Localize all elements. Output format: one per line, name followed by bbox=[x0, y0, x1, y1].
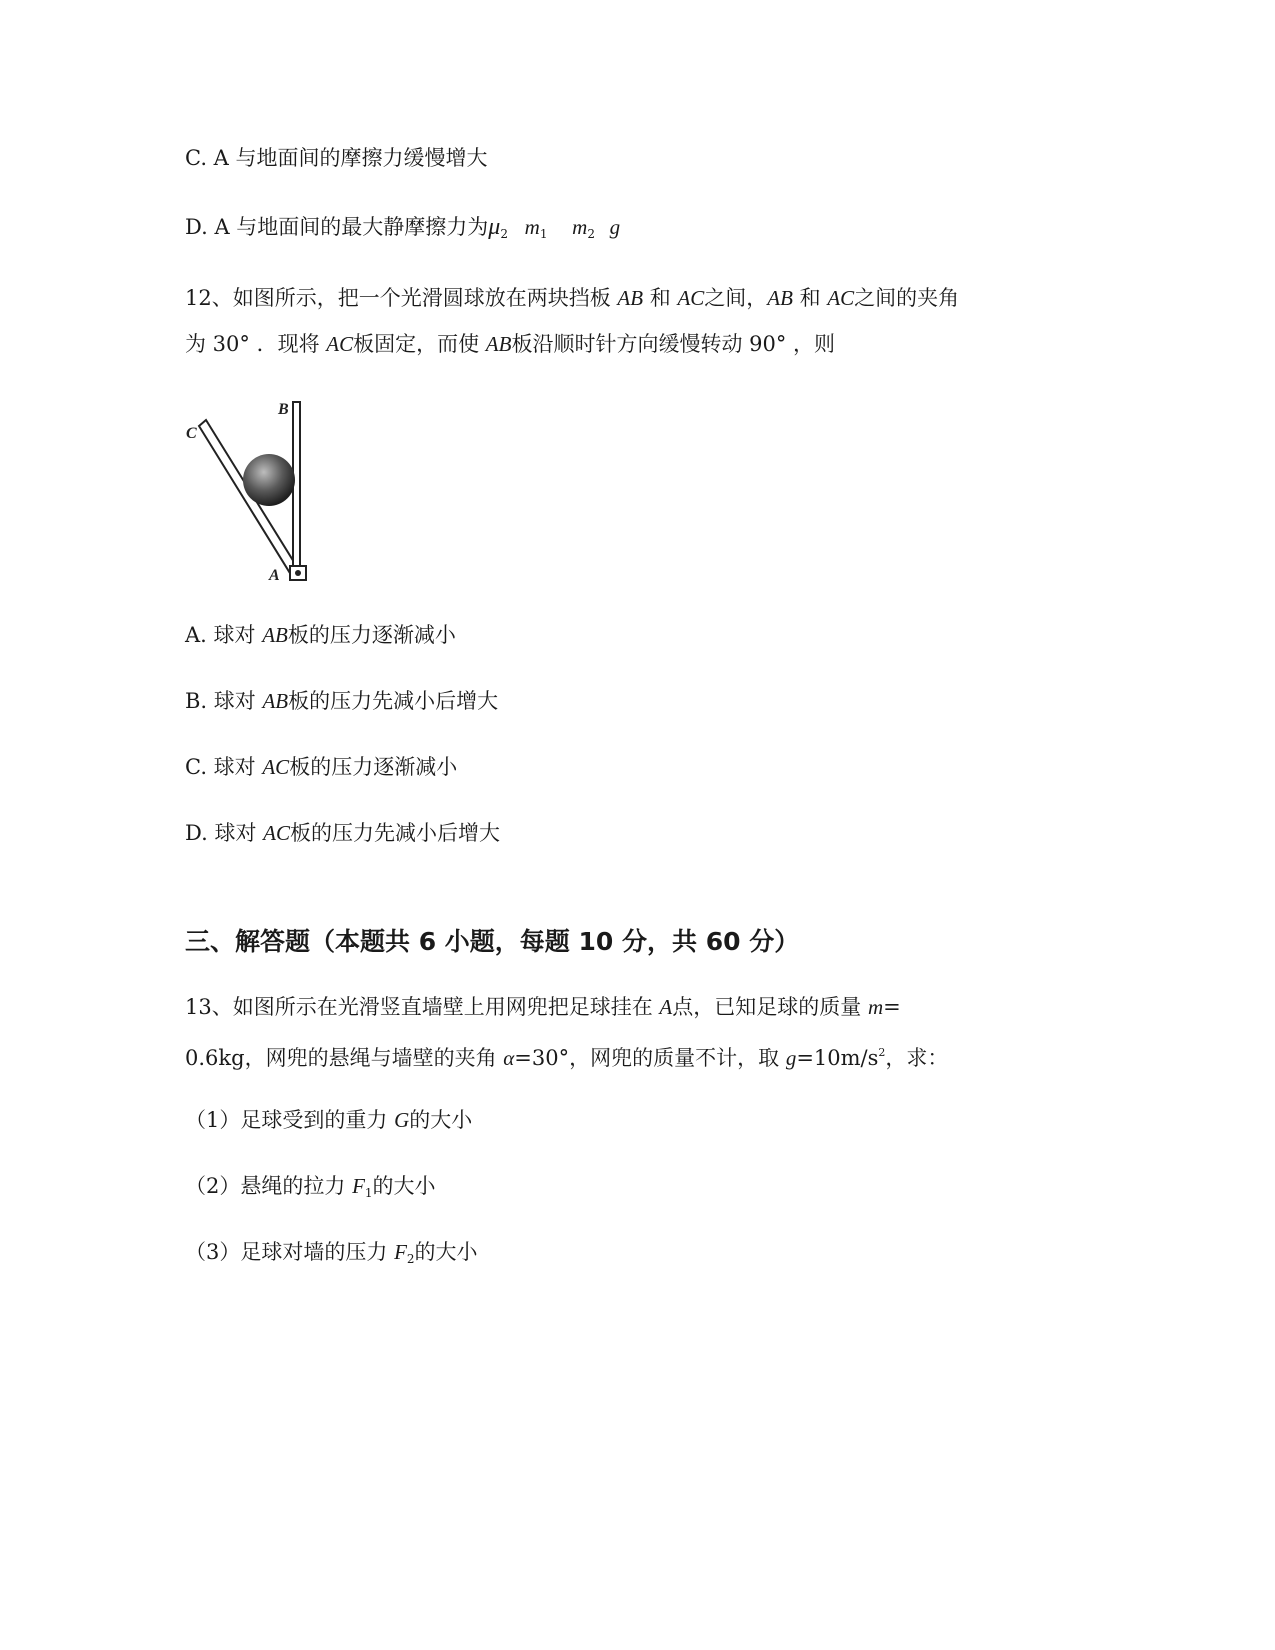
q12-stem-line2: 为 30° ．现将 AC板固定，而使 AB板沿顺时针方向缓慢转动 90° ，则 bbox=[185, 332, 836, 356]
q13-subquestion-2: （2）悬绳的拉力 $F_1$的大小 bbox=[185, 1174, 436, 1200]
q11-option-d: D. A 与地面间的最大静摩擦力为$\mu_2$ $m_1$ $m_2$ g bbox=[185, 214, 621, 241]
q12-option-b: B. 球对 AB板的压力先减小后增大 bbox=[185, 689, 499, 713]
q12-option-a: A. 球对 AB板的压力逐渐减小 bbox=[185, 623, 456, 647]
q11-option-c: C. A 与地面间的摩擦力缓慢增大 bbox=[185, 146, 488, 170]
q12-figure-ball-between-boards bbox=[186, 401, 330, 610]
q13-stem-line1: 13、如图所示在光滑竖直墙壁上用网兜把足球挂在 A点，已知足球的质量 m= bbox=[185, 995, 901, 1019]
q12-option-c: C. 球对 AC板的压力逐渐减小 bbox=[185, 755, 458, 779]
board-ab bbox=[293, 402, 300, 572]
section-heading: 三、解答题（本题共 6 小题，每题 10 分，共 60 分） bbox=[185, 927, 800, 956]
label-c: C bbox=[186, 425, 197, 442]
label-b: B bbox=[278, 401, 289, 418]
label-a: A bbox=[269, 567, 280, 584]
q12-stem-line1: 12、如图所示，把一个光滑圆球放在两块挡板 AB 和 AC之间，AB 和 AC之间的夹角 bbox=[185, 286, 960, 310]
q12-option-d: D. 球对 AC板的压力先减小后增大 bbox=[185, 821, 500, 845]
q13-subquestion-1: （1）足球受到的重力 G的大小 bbox=[185, 1108, 473, 1132]
q13-subquestion-3: （3）足球对墙的压力 $F_2$的大小 bbox=[185, 1240, 478, 1266]
ball bbox=[243, 454, 295, 506]
q13-stem-line2: 0.6kg，网兜的悬绳与墙壁的夹角 α=30°，网兜的质量不计，取 $g=10m/s^2$，求： bbox=[185, 1046, 949, 1070]
